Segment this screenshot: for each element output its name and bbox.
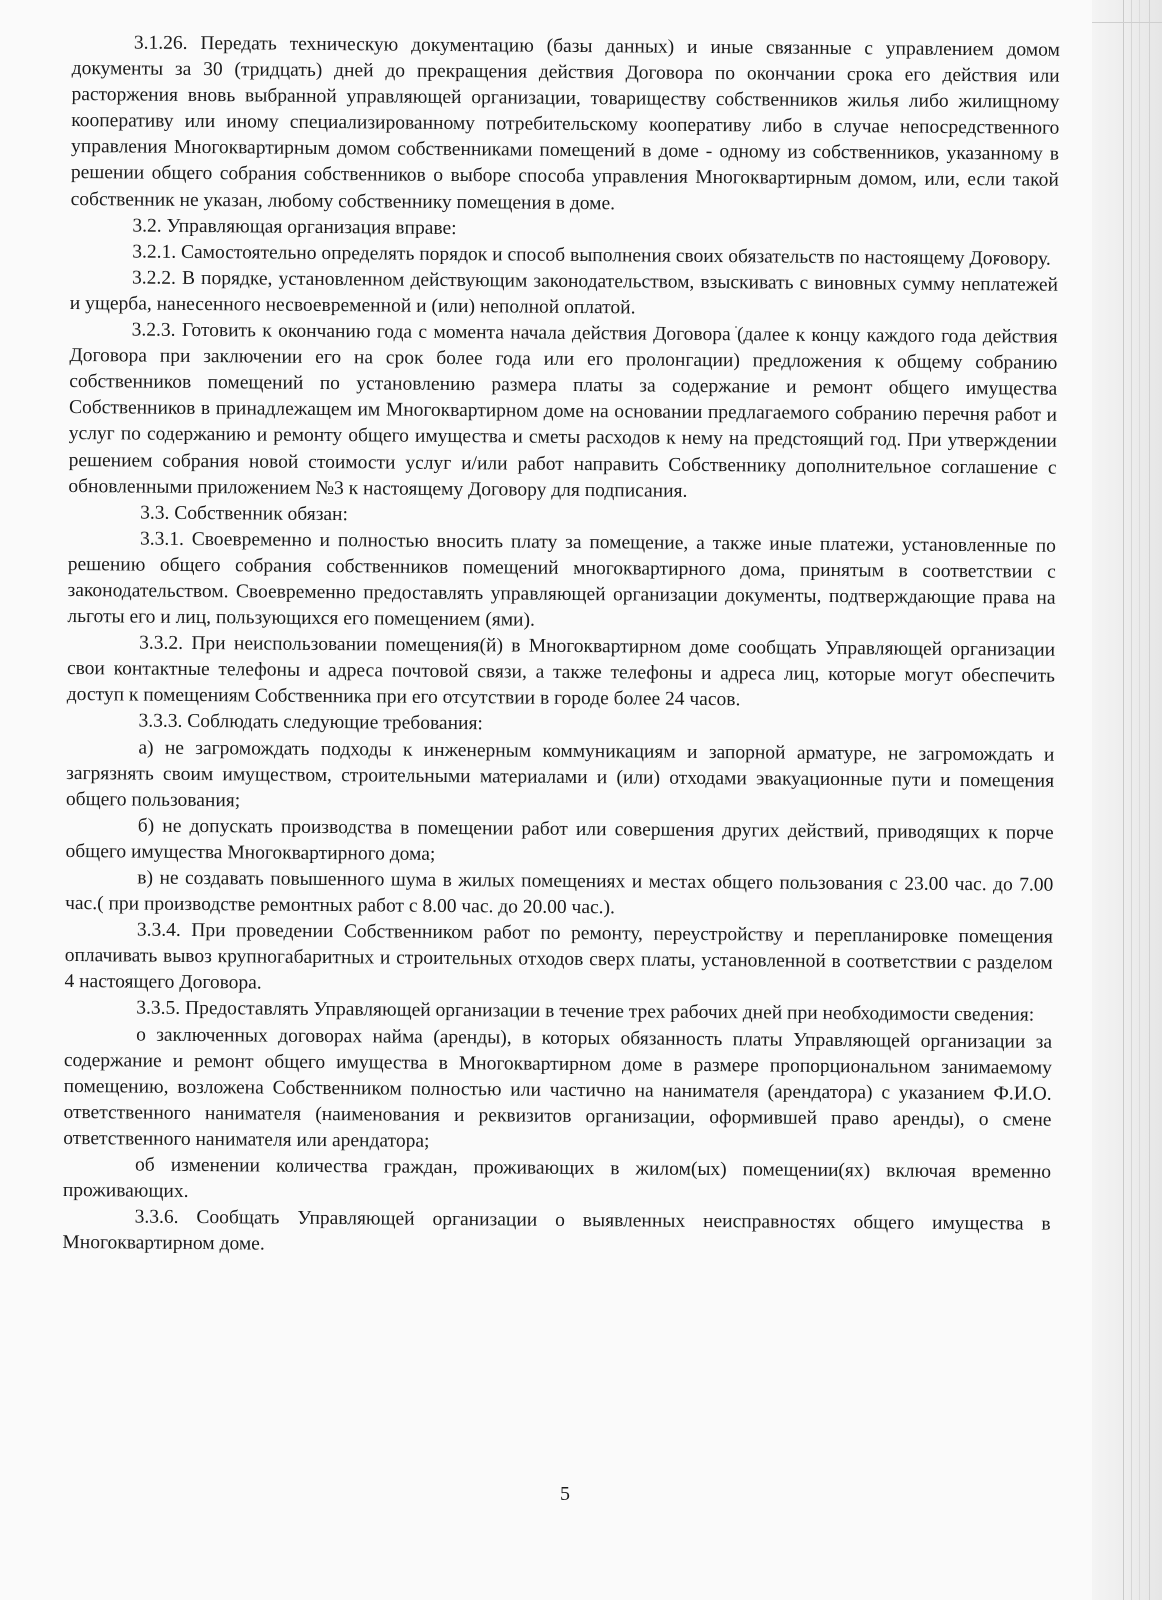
page-edge-top-line: [1092, 22, 1162, 23]
paragraph-3-2: 3.2. Управляющая организация вправе:: [132, 215, 457, 239]
page-edge-line: [1123, 0, 1124, 1600]
list-item-b: б) не допускать производства в помещении работ или совершения других действий, приводящих к порче общего имущества Многоквартирного дома;: [65, 815, 1054, 865]
paragraph-residents-change: об изменении количества граждан, проживающих в жилом(ых) помещении(ях) включая временно проживающих.: [62, 1154, 1052, 1203]
paragraph-3-3-2: 3.3.2. При неиспользовании помещения(й) в Многоквартирном доме сообщать Управляющей организации свои контактные телефоны и адреса почтовой связи, а также телефоны и адреса лиц, которые могут обеспечить доступ к помещениям Собственника при его отсутствии в городе более 24 часов.: [66, 632, 1056, 711]
paragraph-3-3-3: 3.3.3. Соблюдать следующие требования:: [138, 710, 483, 735]
paragraph-3-3-1: 3.3.1. Своевременно и полностью вносить плату за помещение, а также иные платежи, установленные по решению общего собрания собственников помещений многоквартирного дома, принятым в соответствии с законодательством. Своевременно предоставлять управляющей организации документы, подтверждающие права на льготы его и лиц, пользующихся его помещением (ями).: [67, 528, 1057, 631]
document-body: [62, 30, 1060, 1264]
paragraph-3-3-6: 3.3.6. Сообщать Управляющей организации о выявленных неисправностях общего имущества в Многоквартирном доме.: [62, 1206, 1051, 1255]
page-edge-line: [1139, 0, 1140, 1600]
page-edge-line: [1149, 0, 1150, 1600]
paragraph-3-3-5: 3.3.5. Предоставлять Управляющей организации в течение трех рабочих дней при необходимости сведения:: [136, 998, 1035, 1027]
page-number: 5: [560, 1483, 570, 1505]
page-edge-line: [1131, 0, 1132, 1600]
paragraph-lease-info: о заключенных договорах найма (аренды), в которых обязанность платы Управляющей организации за содержание и ремонт общего имущества в Многоквартирном доме в размере пропорциональном занимаемому помещению, возложена Собственником полностью или частично на нанимателя (арендатора) с указанием Ф.И.О. ответственного нанимателя (наименования и реквизитов организации, оформившей право аренды), о смене ответственного нанимателя или арендатора;: [63, 1024, 1053, 1152]
paragraph-3-3: 3.3. Собственник обязан:: [140, 502, 349, 525]
paragraph-3-3-4: 3.3.4. При проведении Собственником работ по ремонту, переустройству и перепланировке помещения оплачивать вывоз крупногабаритных и строительных отходов сверх платы, установленной в соответствии с разделом 4 настоящего Договора.: [64, 919, 1053, 994]
paragraph-3-2-3: 3.2.3. Готовить к окончанию года с момента начала действия Договора (далее к концу каждого года действия Договора при заключении его на срок более года или его пролонгации) предложения к общему собранию собственников помещений по установлению размера платы за содержание и ремонт общего имущества Собственников в принадлежащем им Многоквартирном доме на основании предлагаемого собранию перечня работ и услуг по содержанию и ремонту общего имущества и сметы расходов к нему на предстоящий год. При утверждении решением собрания новой стоимости услуг и/или работ направить Собственнику дополнительное соглашение с обновленными приложением №3 к настоящему Договору для подписания.: [68, 319, 1058, 502]
paragraph-3-2-2: 3.2.2. В порядке, установленном действующим законодательством, взыскивать с виновных сумму неплатежей и ущерба, нанесенного несвоевременной и (или) неполной оплатой.: [69, 267, 1059, 319]
paragraph-3-1-26: 3.1.26. Передать техническую документацию (базы данных) и иные связанные с управлением домом документы за 30 (тридцать) дней до прекращения действия Договора по окончании срока его действия или расторжения вновь выбранной управляющей организации, товариществу собственников жилья либо жилищному кооперативу или иному специализированному потребительскому кооперативу либо в случае непосредственного управления Многоквартирным домом собственниками помещений в доме - одному из собственников, указанному в решении общего собрания собственников о выборе способа управления Многоквартирным домом, или, если такой собственник не указан, любому собственнику помещения в доме.: [70, 32, 1060, 214]
list-item-a: а) не загромождать подходы к инженерным коммуникациям и запорной арматуре, не загромождать и загрязнять своим имуществом, строительными материалами и (или) отходами эвакуационные пути и помещения общего пользования;: [65, 737, 1055, 812]
list-item-v: в) не создавать повышенного шума в жилых помещениях и местах общего пользования с 23.00 час. до 7.00 час.( при производстве ремонтных работ с 8.00 час. до 20.00 час.).: [65, 867, 1054, 919]
paragraph-3-2-1: 3.2.1. Самостоятельно определять порядок и способ выполнения своих обязательств по настоящему Договору.: [132, 241, 1051, 270]
